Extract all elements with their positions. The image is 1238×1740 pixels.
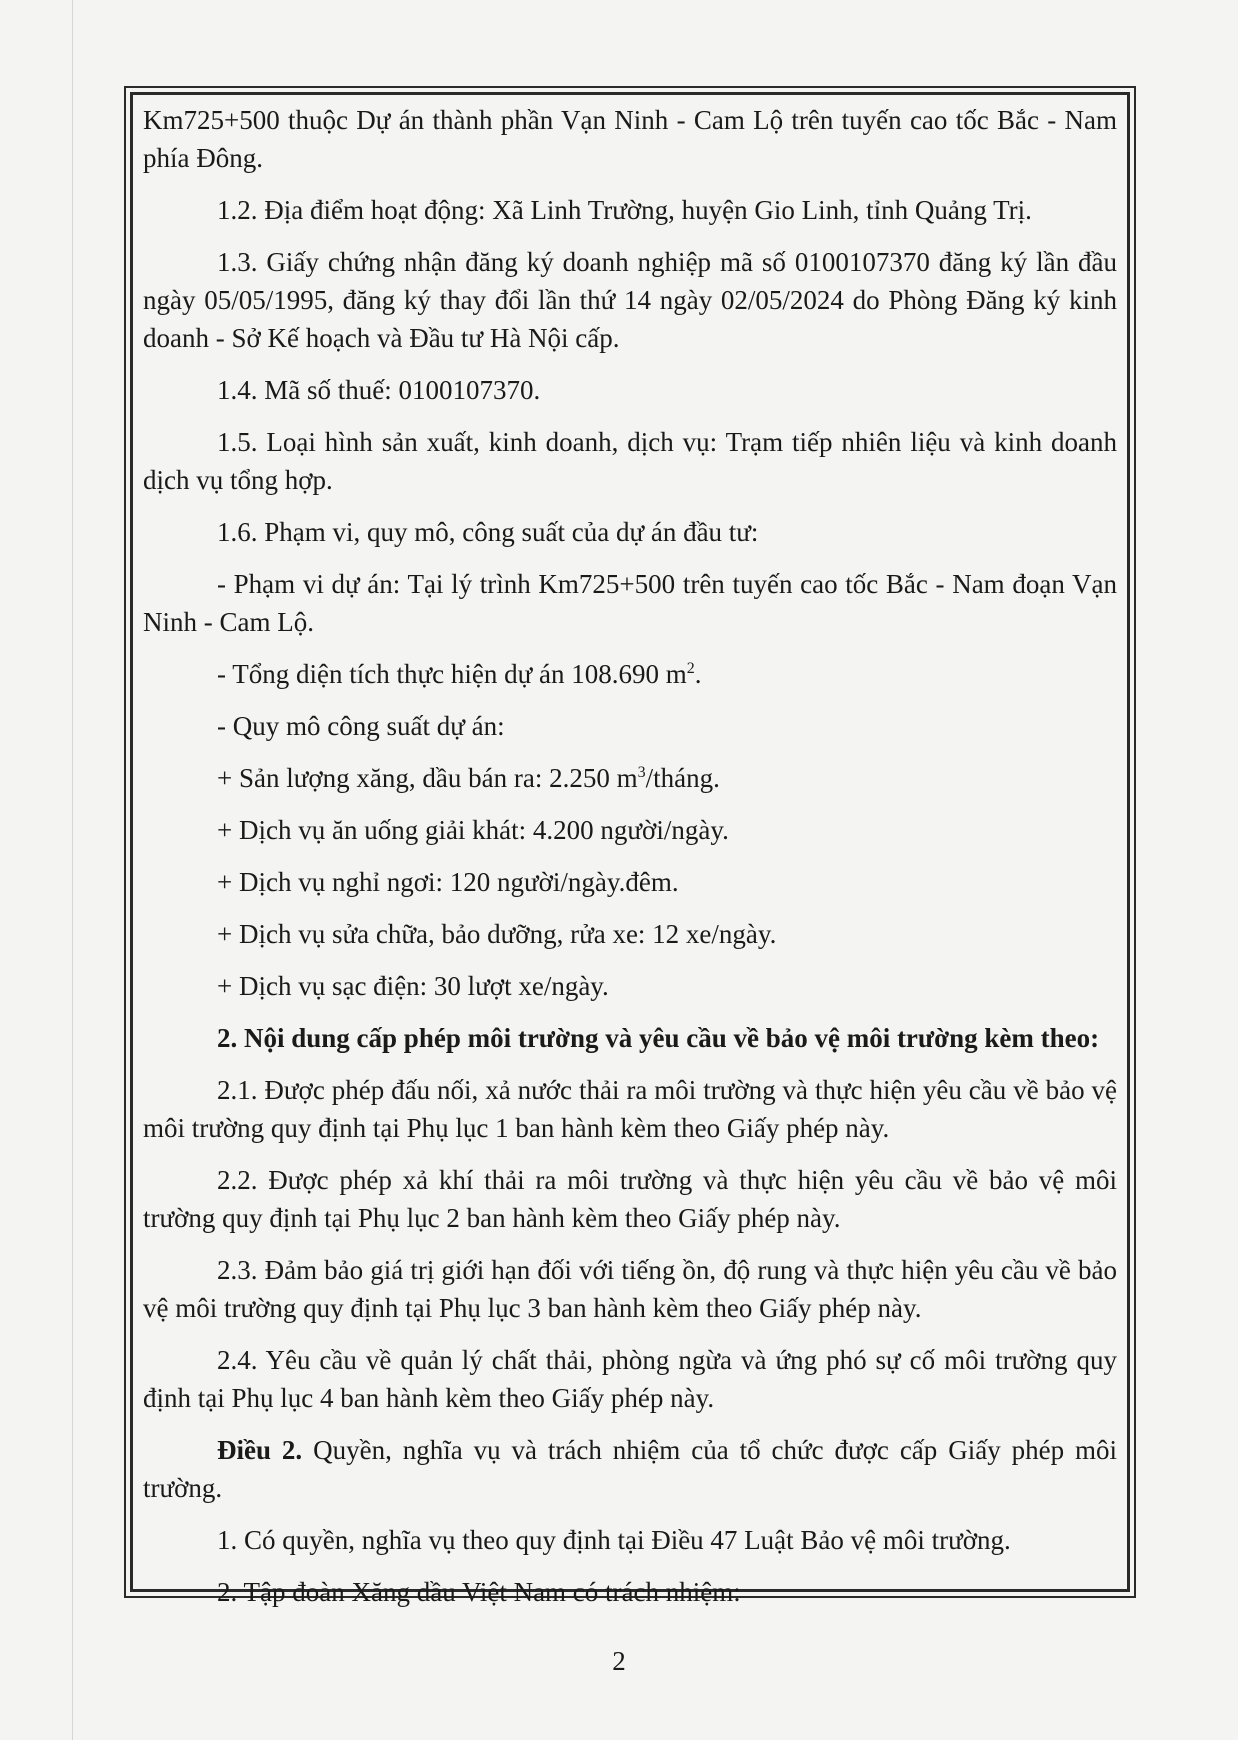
paragraph-text: + Dịch vụ nghỉ ngơi: 120 người/ngày.đêm. bbox=[217, 867, 679, 897]
paragraph-text: 2. Nội dung cấp phép môi trường và yêu cầu về bảo vệ môi trường kèm theo: bbox=[217, 1023, 1100, 1053]
paragraph bbox=[143, 1071, 1117, 1147]
paragraph-text: 2.2. Được phép xả khí thải ra môi trường và thực hiện yêu cầu về bảo vệ môi trường quy định tại Phụ lục 2 ban hành kèm theo Giấy phép này. bbox=[143, 1165, 1117, 1233]
scan-margin-line bbox=[72, 0, 73, 1740]
page-border-inner bbox=[130, 92, 1130, 1607]
paragraph-text: 1.3. Giấy chứng nhận đăng ký doanh nghiệp mã số 0100107370 đăng ký lần đầu ngày 05/05/1995, đăng ký thay đổi lần thứ 14 ngày 02/05/2024 do Phòng Đăng ký kinh doanh - Sở Kế hoạch và Đầu tư Hà Nội cấp. bbox=[143, 247, 1117, 353]
paragraph-text: Quyền, nghĩa vụ và trách nhiệm của tổ chức được cấp Giấy phép môi trường. bbox=[143, 1435, 1118, 1503]
paragraph bbox=[143, 655, 1117, 693]
paragraph-text: 1.5. Loại hình sản xuất, kinh doanh, dịch vụ: Trạm tiếp nhiên liệu và kinh doanh dịch vụ tổng hợp. bbox=[143, 427, 1117, 495]
superscript: 3 bbox=[637, 764, 646, 781]
paragraph bbox=[143, 759, 1117, 797]
paragraph bbox=[143, 101, 1117, 177]
paragraph bbox=[143, 1341, 1117, 1417]
paragraph-text: + Dịch vụ sạc điện: 30 lượt xe/ngày. bbox=[217, 971, 609, 1001]
paragraph-text: 2. Tập đoàn Xăng dầu Việt Nam có trách nhiệm: bbox=[217, 1577, 741, 1607]
superscript: 2 bbox=[686, 660, 695, 677]
page-border-outer bbox=[124, 86, 1136, 1607]
paragraph bbox=[143, 1431, 1117, 1507]
paragraph-text: - Quy mô công suất dự án: bbox=[217, 711, 505, 741]
paragraph bbox=[143, 915, 1117, 953]
paragraph bbox=[143, 1019, 1117, 1057]
paragraph-text: 1.4. Mã số thuế: 0100107370. bbox=[217, 375, 541, 405]
page-number: 2 bbox=[612, 1646, 626, 1676]
paragraph bbox=[143, 1161, 1117, 1237]
document-body bbox=[143, 101, 1117, 1625]
paragraph bbox=[143, 513, 1117, 551]
paragraph bbox=[143, 1251, 1117, 1327]
paragraph-text-tail: . bbox=[694, 659, 702, 689]
article-heading: Điều 2. bbox=[217, 1435, 303, 1465]
paragraph-text: + Sản lượng xăng, dầu bán ra: 2.250 m bbox=[217, 763, 638, 793]
paragraph bbox=[143, 243, 1117, 357]
paragraph-text: - Tổng diện tích thực hiện dự án 108.690 m bbox=[217, 659, 687, 689]
paragraph-text: 1.2. Địa điểm hoạt động: Xã Linh Trường, huyện Gio Linh, tỉnh Quảng Trị. bbox=[217, 195, 1032, 225]
paragraph-text-tail: /tháng. bbox=[645, 763, 720, 793]
paragraph bbox=[143, 371, 1117, 409]
paragraph-text: + Dịch vụ ăn uống giải khát: 4.200 người/ngày. bbox=[217, 815, 729, 845]
paragraph bbox=[143, 967, 1117, 1005]
paragraph bbox=[143, 423, 1117, 499]
paragraph-text: - Phạm vi dự án: Tại lý trình Km725+500 trên tuyến cao tốc Bắc - Nam đoạn Vạn Ninh - Cam Lộ. bbox=[143, 569, 1117, 637]
paragraph-text: Km725+500 thuộc Dự án thành phần Vạn Ninh - Cam Lộ trên tuyến cao tốc Bắc - Nam phía Đông. bbox=[143, 105, 1117, 173]
paragraph bbox=[143, 863, 1117, 901]
paragraph bbox=[143, 707, 1117, 745]
paragraph-text: 2.4. Yêu cầu về quản lý chất thải, phòng ngừa và ứng phó sự cố môi trường quy định tại Phụ lục 4 ban hành kèm theo Giấy phép này. bbox=[143, 1345, 1117, 1413]
paragraph bbox=[143, 565, 1117, 641]
paragraph bbox=[143, 191, 1117, 229]
paragraph bbox=[143, 1521, 1117, 1559]
paragraph bbox=[143, 811, 1117, 849]
paragraph-text: 2.3. Đảm bảo giá trị giới hạn đối với tiếng ồn, độ rung và thực hiện yêu cầu về bảo vệ môi trường quy định tại Phụ lục 3 ban hành kèm theo Giấy phép này. bbox=[143, 1255, 1117, 1323]
paragraph-text: 2.1. Được phép đấu nối, xả nước thải ra môi trường và thực hiện yêu cầu về bảo vệ môi trường quy định tại Phụ lục 1 ban hành kèm theo Giấy phép này. bbox=[143, 1075, 1117, 1143]
paragraph-text: 1.6. Phạm vi, quy mô, công suất của dự án đầu tư: bbox=[217, 517, 759, 547]
paragraph-text: 1. Có quyền, nghĩa vụ theo quy định tại Điều 47 Luật Bảo vệ môi trường. bbox=[217, 1525, 1011, 1555]
paragraph-text: + Dịch vụ sửa chữa, bảo dưỡng, rửa xe: 12 xe/ngày. bbox=[217, 919, 777, 949]
paragraph bbox=[143, 1573, 1117, 1611]
